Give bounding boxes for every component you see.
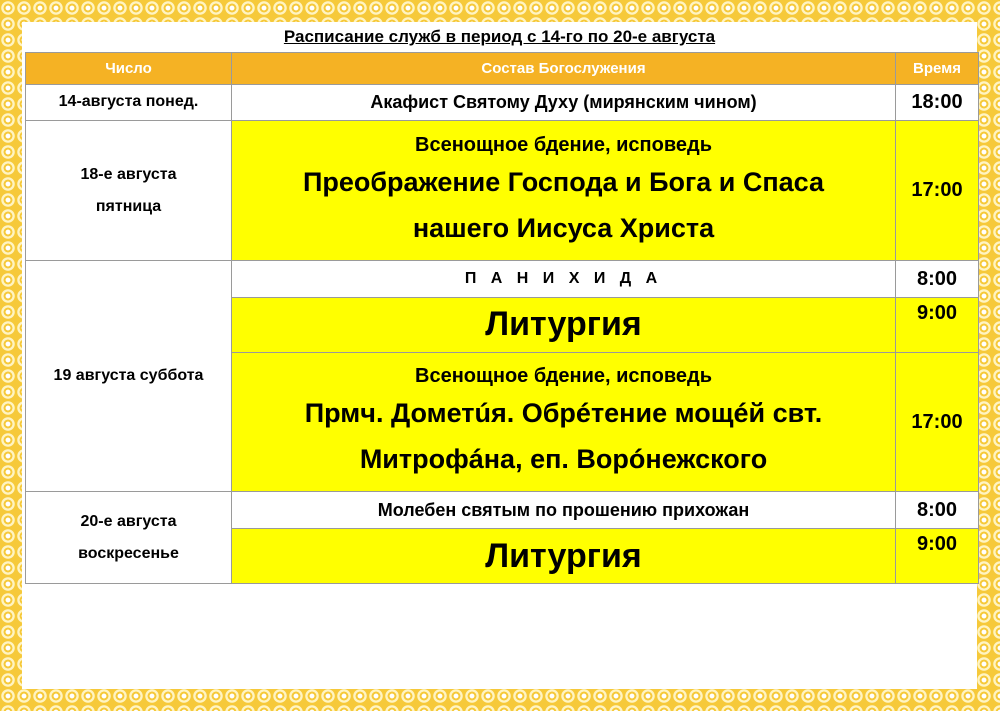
table-header-row [26,53,979,85]
table-row [26,261,979,298]
date-line: 20-е августа [80,512,177,530]
service-cell [232,492,896,529]
schedule-table [25,52,979,584]
service-subtitle: Всенощное бдение, исповедь [415,133,712,156]
time-cell: 17:00 [896,352,979,492]
date-cell: 19 августа суббота [26,261,232,492]
feast-title-line: Прмч. Дометúя. Обрéтение мощéй свт. [304,398,823,429]
service-cell [232,529,896,584]
header-date: Число [26,53,232,85]
date-cell [26,121,232,261]
service-cell [232,121,896,261]
service-text: Акафист Святому Духу (мирянским чином) [370,91,757,112]
time-cell: 8:00 [896,261,979,298]
header-service: Состав Богослужения [232,53,896,85]
liturgy-text: Литургия [485,305,642,344]
date-line: пятница [95,197,162,215]
header-time: Время [896,53,979,85]
feast-title-line: нашего Иисуса Христа [412,212,715,243]
date-line: воскресенье [78,544,179,562]
table-row [26,121,979,261]
service-subtitle: Всенощное бдение, исповедь [415,365,712,388]
time-cell: 9:00 [896,529,979,584]
time-cell: 9:00 [896,297,979,352]
panikhida-text: П А Н И Х И Д А [464,270,663,288]
service-cell [232,297,896,352]
moleben-text: Молебен святым по прошению прихожан [377,499,750,520]
time-cell: 17:00 [896,121,979,261]
document-page [22,22,977,689]
date-cell [26,492,232,584]
feast-title-line: Преображение Господа и Бога и Спаса [302,166,825,197]
service-cell [232,352,896,492]
feast-title-line: Митрофáна, еп. Ворóнежского [359,444,768,475]
service-cell [232,84,896,121]
document-title: Расписание служб в период с 14-го по 20-е августа [283,27,716,46]
date-cell: 14-августа понед. [26,84,232,121]
table-row [26,492,979,529]
time-cell: 18:00 [896,84,979,121]
table-row [26,84,979,121]
liturgy-text: Литургия [485,536,642,575]
service-cell [232,261,896,298]
date-line: 18-е августа [80,165,177,183]
time-cell: 8:00 [896,492,979,529]
